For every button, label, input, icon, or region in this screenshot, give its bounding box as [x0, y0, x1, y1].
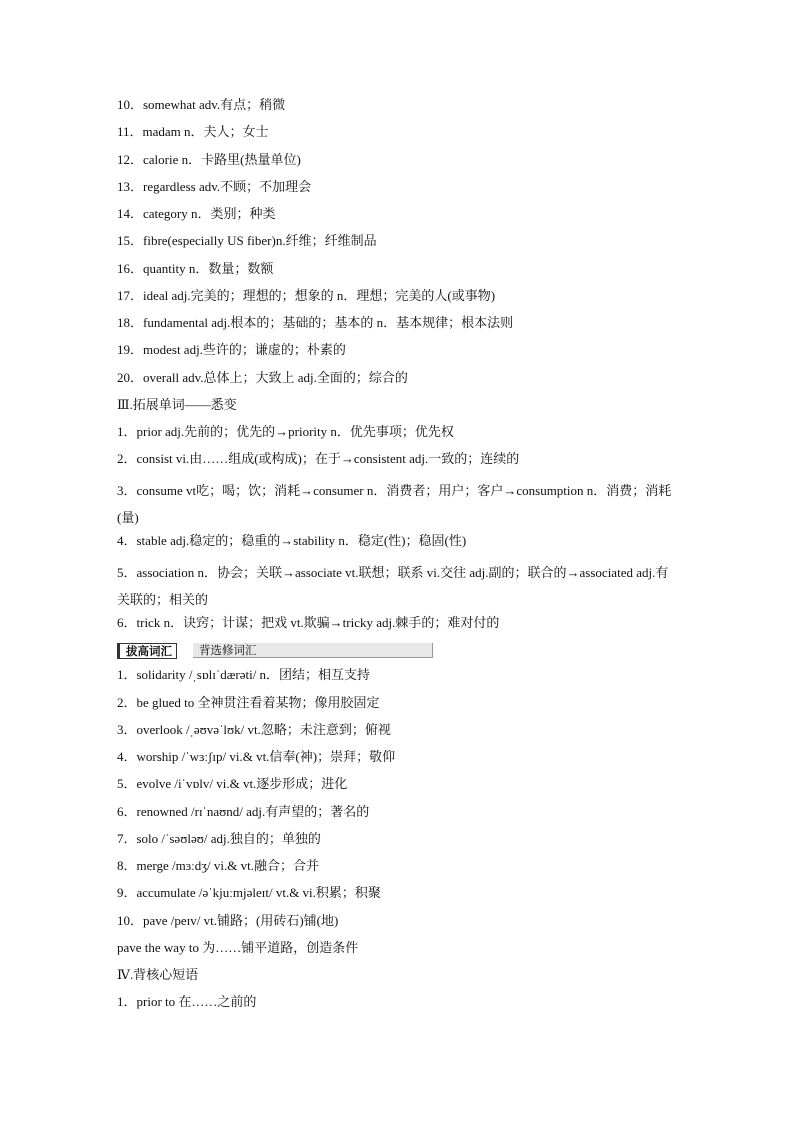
banner-tag: 拔高词汇	[117, 643, 177, 659]
vocab-line-16: 16．quantity n．数量；数额	[117, 261, 274, 276]
advanced-line-10: 10．pave /peɪv/ vt.铺路；(用砖石)铺(地)	[117, 913, 339, 928]
advanced-line-3: 3．overlook /ˌəʊvəˈlʊk/ vt.忽略；未注意到；俯视	[117, 722, 391, 737]
extend-line-1: 1．prior adj.先前的；优先的→priority n．优先事项；优先权	[117, 424, 454, 439]
advanced-line-7: 7．solo /ˈsəʊləʊ/ adj.独自的；单独的	[117, 831, 321, 846]
extend-line-5: 5．association n．协会；关联→associate vt.联想；联系 vi.交往 adj.副的；联合的→associated adj.有关联的；相关的	[117, 565, 669, 607]
advanced-line-8: 8．merge /mɜːdʒ/ vi.& vt.融合；合并	[117, 858, 320, 873]
advanced-line-6: 6．renowned /rɪˈnaʊnd/ adj.有声望的；著名的	[117, 804, 370, 819]
extend-line-4: 4．stable adj.稳定的；稳重的→stability n．稳定(性)；稳固(性)	[117, 533, 467, 548]
phrase-line: pave the way to 为……铺平道路，创造条件	[117, 940, 359, 955]
banner-subtitle: 背选修词汇	[193, 643, 433, 658]
advanced-line-5: 5．evolve /iˈvɒlv/ vi.& vt.逐步形成；进化	[117, 776, 348, 791]
section-banner	[117, 643, 433, 658]
section-heading-iii: Ⅲ.拓展单词——悉变	[117, 397, 237, 412]
advanced-line-2: 2．be glued to 全神贯注看着某物；像用胶固定	[117, 695, 380, 710]
extend-line-6: 6．trick n．诀窍；计谋；把戏 vt.欺骗→tricky adj.棘手的；难对付的	[117, 615, 500, 630]
vocab-line-10: 10．somewhat adv.有点；稍微	[117, 97, 286, 112]
vocab-line-12: 12．calorie n．卡路里(热量单位)	[117, 152, 301, 167]
vocab-line-18: 18．fundamental adj.根本的；基础的；基本的 n．基本规律；根本法则	[117, 315, 514, 330]
vocab-line-14: 14．category n．类别；种类	[117, 206, 276, 221]
vocab-line-13: 13．regardless adv.不顾；不加理会	[117, 179, 312, 194]
vocab-line-20: 20．overall adv.总体上；大致上 adj.全面的；综合的	[117, 370, 408, 385]
vocab-line-11: 11．madam n．夫人；女士	[117, 124, 269, 139]
section-heading-iv: Ⅳ.背核心短语	[117, 967, 199, 982]
vocab-line-15: 15．fibre(especially US fiber)n.纤维；纤维制品	[117, 233, 377, 248]
vocab-line-17: 17．ideal adj.完美的；理想的；想象的 n．理想；完美的人(或事物)	[117, 288, 496, 303]
core-phrase-line-1: 1．prior to 在……之前的	[117, 994, 257, 1009]
advanced-line-4: 4．worship /ˈwɜːʃɪp/ vi.& vt.信奉(神)；崇拜；敬仰	[117, 749, 396, 764]
extend-line-3: 3．consume vt吃；喝；饮；消耗→consumer n．消费者；用户；客户→consumption n．消费；消耗(量)	[117, 483, 672, 525]
extend-line-2: 2．consist vi.由……组成(或构成)；在于→consistent adj.一致的；连续的	[117, 451, 520, 466]
advanced-line-9: 9．accumulate /əˈkjuːmjəleɪt/ vt.& vi.积累；积聚	[117, 885, 381, 900]
advanced-line-1: 1．solidarity /ˌsɒlɪˈdærəti/ n．团结；相互支持	[117, 667, 371, 682]
vocab-line-19: 19．modest adj.些许的；谦虚的；朴素的	[117, 342, 346, 357]
